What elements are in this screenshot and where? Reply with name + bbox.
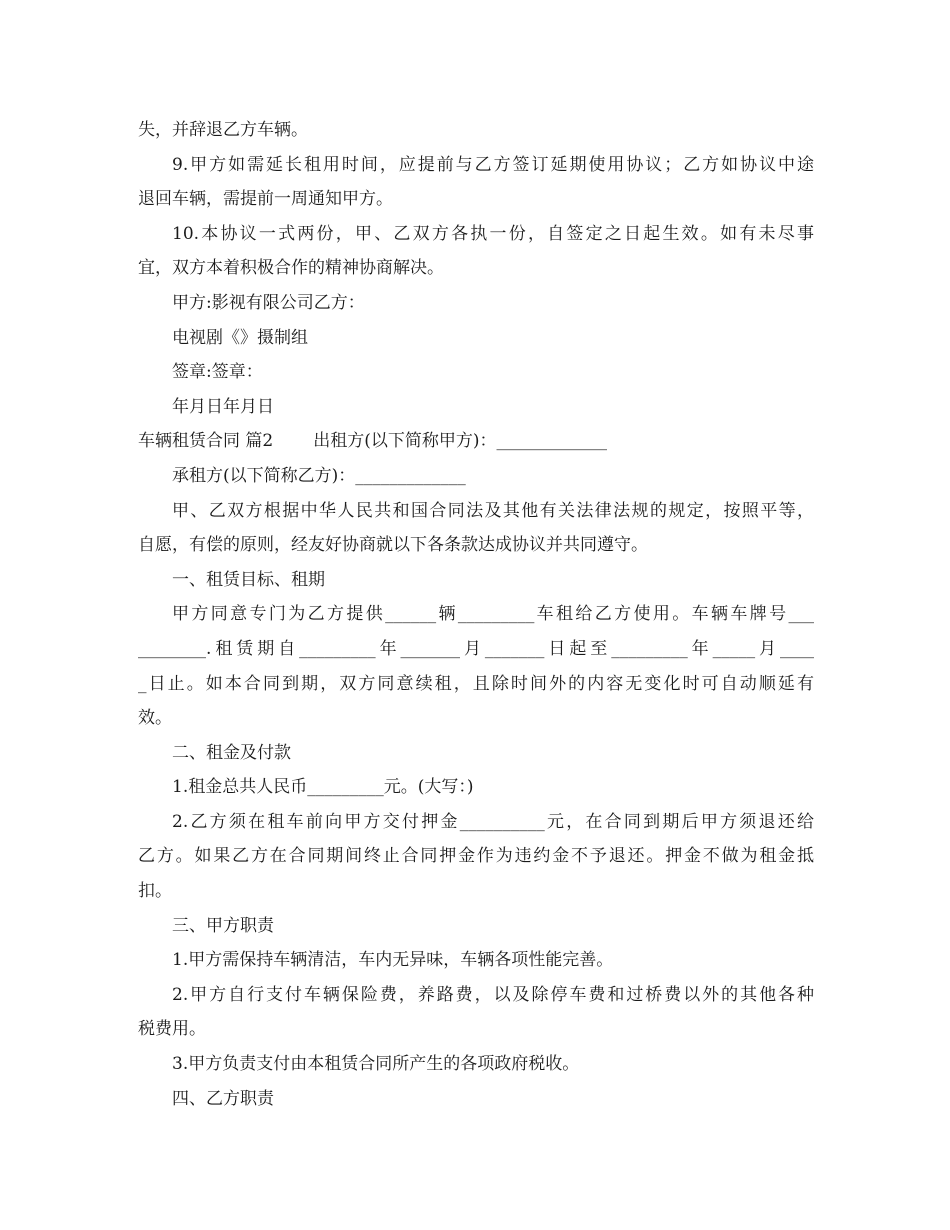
paragraph-line: 1.甲方需保持车辆清洁，车内无异味，车辆各项性能完善。 [172, 950, 614, 971]
paragraph-line: 效。 [138, 708, 172, 729]
paragraph-line: 甲方同意专门为乙方提供______辆_________车租给乙方使用。车辆车牌号___ [172, 604, 814, 625]
paragraph-line: 二、租金及付款 [172, 742, 291, 763]
paragraph-line: 年月日年月日 [172, 396, 274, 417]
paragraph-line: 1.租金总共人民币_________元。(大写：) [172, 777, 474, 798]
paragraph-line: 甲、乙双方根据中华人民共和国合同法及其他有关法律法规的规定，按照平等， [172, 500, 814, 521]
paragraph-line: 失，并辞退乙方车辆。 [138, 120, 308, 140]
paragraph-line: 3.甲方负责支付由本租赁合同所产生的各项政府税收。 [172, 1054, 580, 1075]
contract-section-1-end [138, 113, 814, 424]
document-body [138, 113, 814, 1116]
lessor-clause: 出租方(以下简称甲方)：_____________ [313, 431, 607, 452]
paragraph-line: 宜，双方本着积极合作的精神协商解决。 [138, 258, 444, 279]
section-title: 车辆租赁合同 篇2 [138, 431, 274, 452]
paragraph-line: 退回车辆，需提前一周通知甲方。 [138, 189, 393, 210]
paragraph-line: 三、甲方职责 [172, 915, 274, 936]
paragraph-line: 一、租赁目标、租期 [172, 569, 325, 590]
paragraph-line: _日止。如本合同到期，双方同意续租，且除时间外的内容无变化时可自动顺延有 [138, 673, 814, 694]
paragraph-line: 乙方。如果乙方在合同期间终止合同押金作为违约金不予退还。押金不做为租金抵 [138, 846, 814, 867]
contract-section-2 [138, 459, 814, 1116]
section-heading-line [138, 424, 814, 459]
paragraph-line: 9.甲方如需延长租用时间，应提前与乙方签订延期使用协议；乙方如协议中途 [172, 154, 814, 175]
paragraph-line: 电视剧《》摄制组 [172, 327, 308, 348]
paragraph-line: 税费用。 [138, 1019, 206, 1040]
paragraph-line: 自愿，有偿的原则，经友好协商就以下各条款达成协议并共同遵守。 [138, 535, 648, 556]
paragraph-line: 10.本协议一式两份，甲、乙双方各执一份，自签定之日起生效。如有未尽事 [172, 223, 814, 244]
paragraph-line: 签章:签章： [172, 362, 263, 383]
paragraph-line: 2.乙方须在租车前向甲方交付押金__________元，在合同到期后甲方须退还给 [172, 811, 814, 832]
paragraph-line: 2.甲方自行支付车辆保险费，养路费，以及除停车费和过桥费以外的其他各种 [172, 984, 814, 1005]
paragraph-line: ________.租赁期自_________年_______月_______日起至_________年_____月____ [138, 638, 814, 659]
paragraph-line: 承租方(以下简称乙方)：_____________ [172, 465, 466, 486]
paragraph-line: 四、乙方职责 [172, 1088, 274, 1109]
paragraph-line: 扣。 [138, 881, 172, 902]
paragraph-line: 甲方:影视有限公司乙方： [172, 292, 365, 313]
